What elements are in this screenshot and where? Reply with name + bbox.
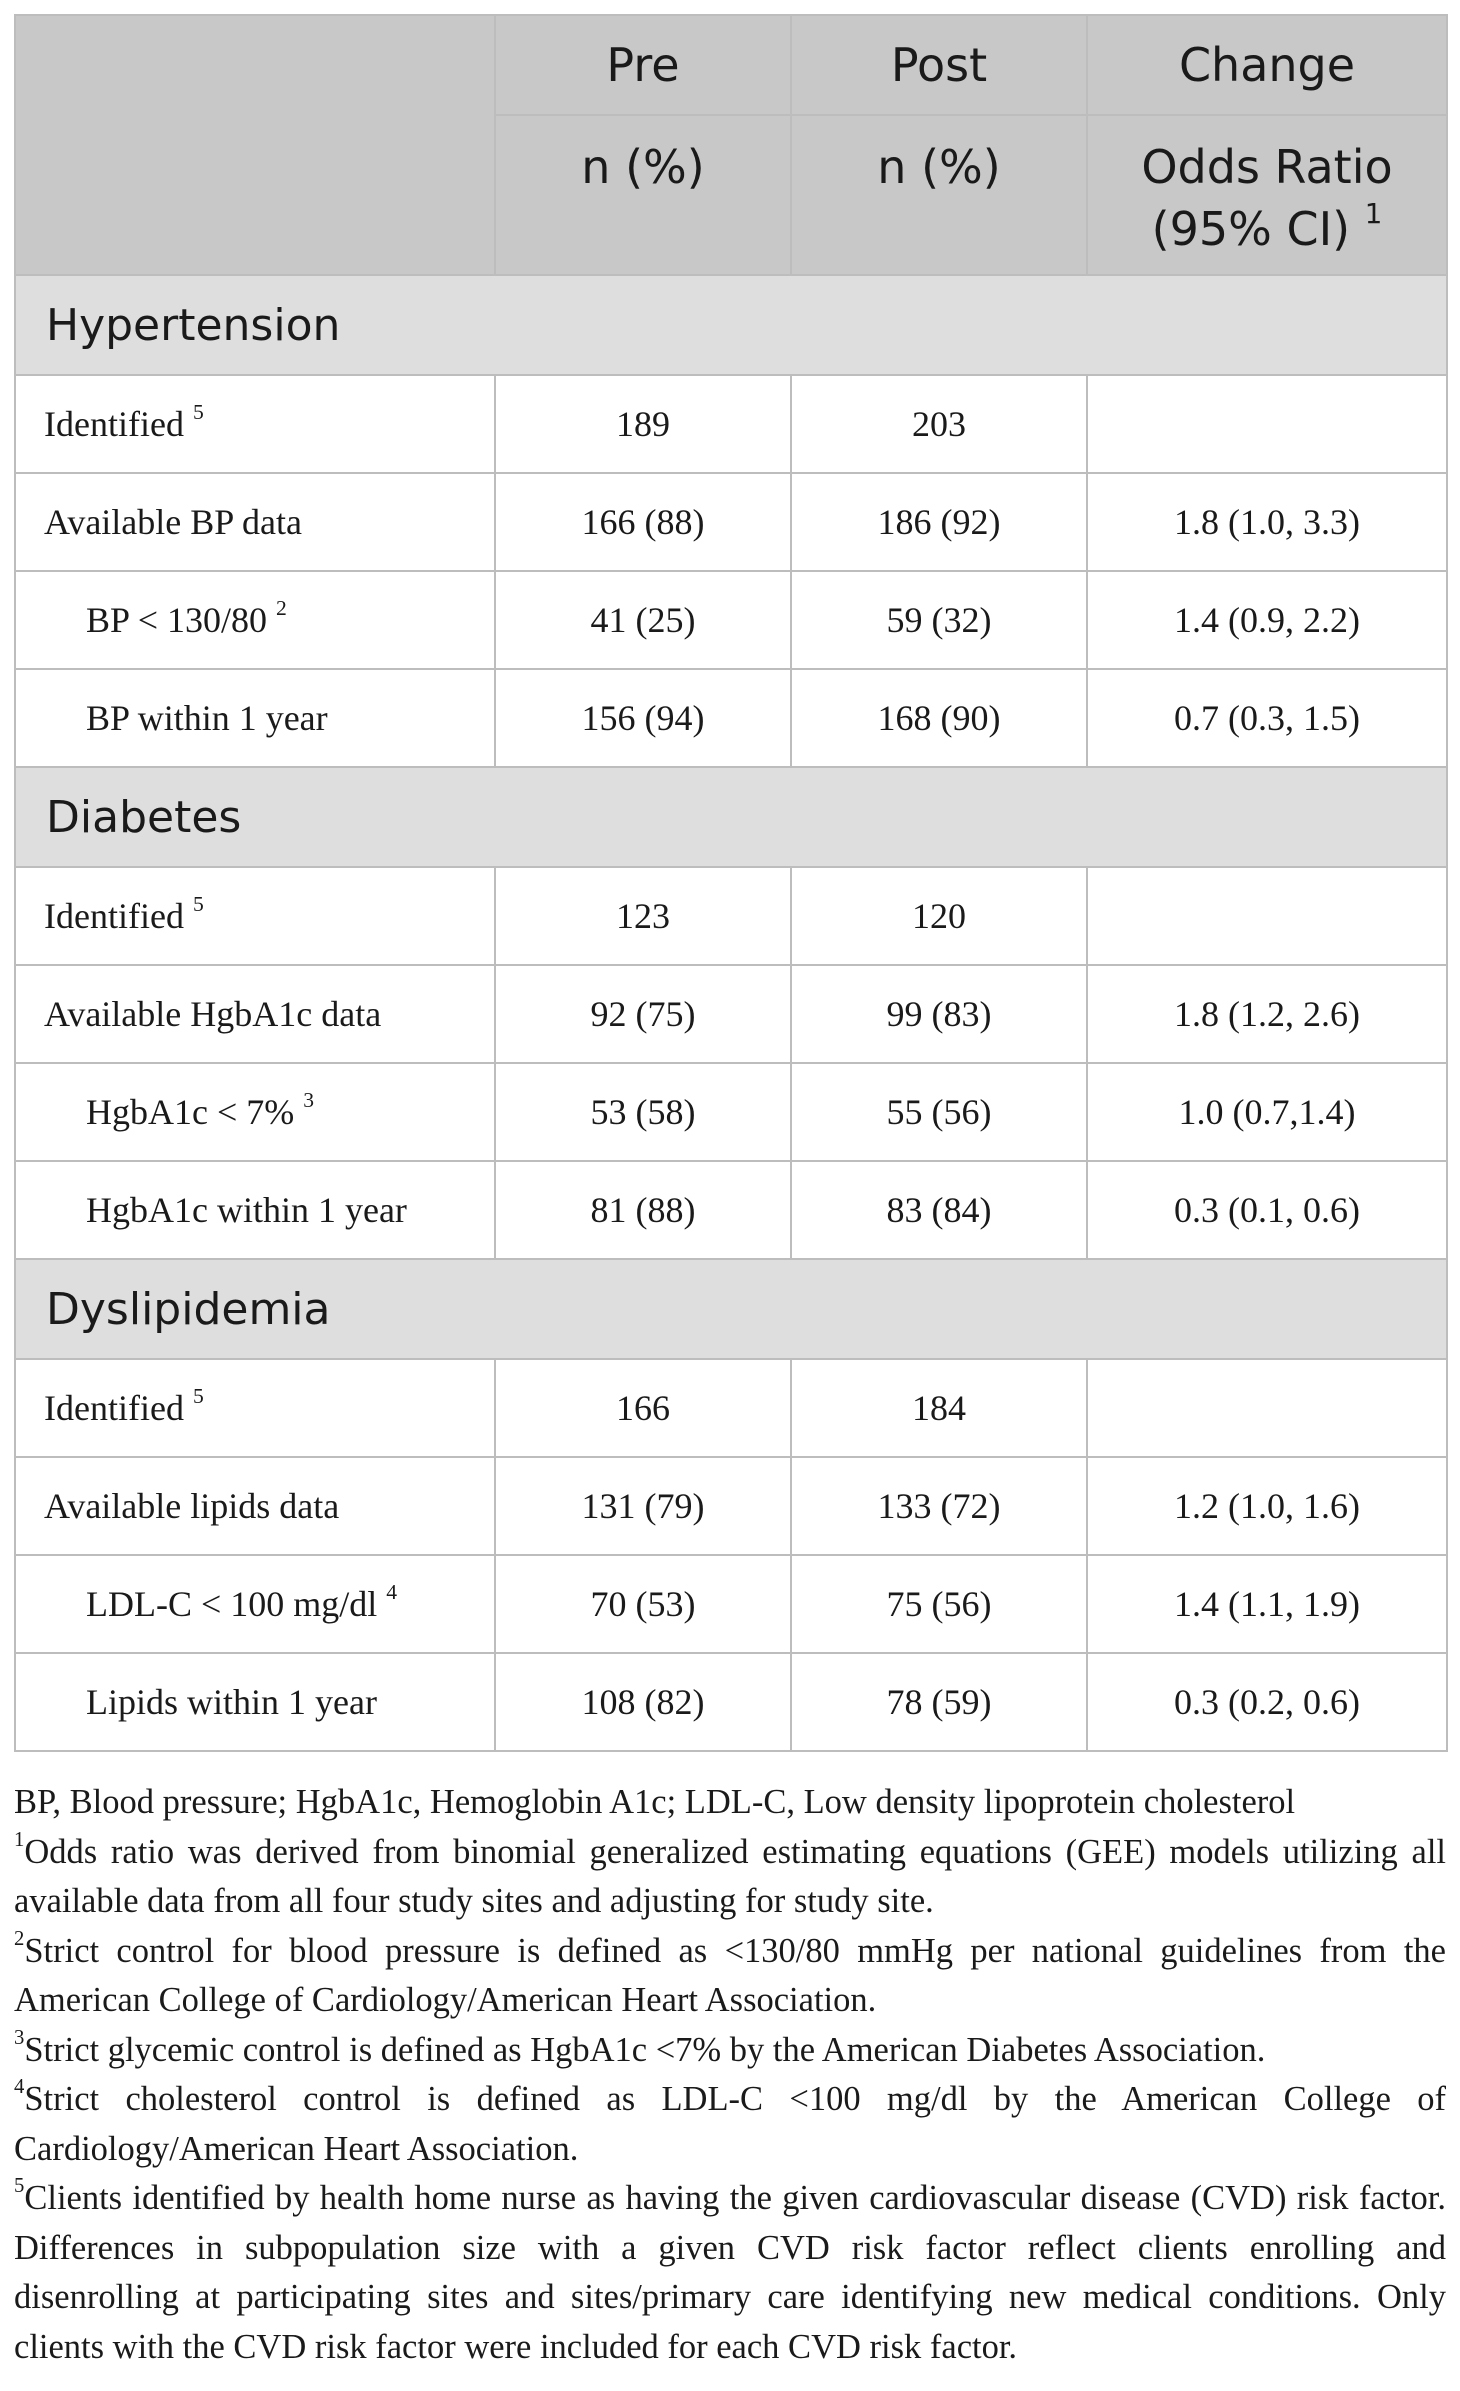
header-post: Post <box>791 15 1087 115</box>
cell-change: 1.4 (1.1, 1.9) <box>1087 1555 1447 1653</box>
footnote-mark: 5 <box>14 2175 25 2198</box>
cell-post: 120 <box>791 867 1087 965</box>
results-table <box>14 14 1448 1752</box>
table-header <box>15 15 1447 275</box>
footnote <box>14 1927 1446 2026</box>
row-label-text: Available BP data <box>44 502 302 542</box>
cell-post: 55 (56) <box>791 1063 1087 1161</box>
row-label-text: HgbA1c within 1 year <box>86 1190 407 1230</box>
row-label-footnote-mark: 2 <box>276 595 287 620</box>
cell-post: 83 (84) <box>791 1161 1087 1259</box>
footnote <box>14 1828 1446 1927</box>
cell-change: 1.4 (0.9, 2.2) <box>1087 571 1447 669</box>
header-post-unit: n (%) <box>791 115 1087 275</box>
cell-change: 1.8 (1.2, 2.6) <box>1087 965 1447 1063</box>
footnote-mark: 3 <box>14 2026 25 2049</box>
cell-post: 99 (83) <box>791 965 1087 1063</box>
header-pre-unit: n (%) <box>495 115 791 275</box>
row-label <box>15 965 495 1063</box>
cell-pre: 131 (79) <box>495 1457 791 1555</box>
row-label <box>15 1063 495 1161</box>
row-label <box>15 1555 495 1653</box>
row-label-text: Lipids within 1 year <box>86 1682 377 1722</box>
row-label-footnote-mark: 3 <box>303 1087 315 1112</box>
table-row <box>15 1161 1447 1259</box>
cell-change: 1.2 (1.0, 1.6) <box>1087 1457 1447 1555</box>
cell-change <box>1087 867 1447 965</box>
cell-pre: 166 <box>495 1359 791 1457</box>
footnote-text: Clients identified by health home nurse as having the given cardiovascular disease (CVD) risk factor. Differences in subpopulation size with a given CVD risk factor reflect clients enrolling and disenrolling at participating sites and sites/primary care identifying new medical conditions. Only clients with the CVD risk factor were included for each CVD risk factor. <box>14 2179 1446 2366</box>
cell-change: 1.8 (1.0, 3.3) <box>1087 473 1447 571</box>
row-label-text: HgbA1c < 7% <box>86 1092 295 1132</box>
row-label <box>15 1653 495 1751</box>
row-label-text: Identified <box>44 896 184 936</box>
row-label-footnote-mark: 5 <box>192 891 204 916</box>
row-label-text: LDL-C < 100 mg/dl <box>86 1584 378 1624</box>
row-label-text: Available lipids data <box>44 1486 340 1526</box>
cell-change: 1.0 (0.7,1.4) <box>1087 1063 1447 1161</box>
cell-post: 133 (72) <box>791 1457 1087 1555</box>
cell-post: 78 (59) <box>791 1653 1087 1751</box>
row-label <box>15 867 495 965</box>
row-label-text: Identified <box>44 1388 184 1428</box>
row-label <box>15 1457 495 1555</box>
header-change-unit <box>1087 115 1447 275</box>
row-label <box>15 571 495 669</box>
footnote-text: Strict glycemic control is defined as HgbA1c <7% by the American Diabetes Association. <box>24 2030 1266 2069</box>
header-change-unit-line1: Odds Ratio <box>1141 140 1393 194</box>
header-change-unit-sup: 1 <box>1364 197 1383 231</box>
cell-post: 186 (92) <box>791 473 1087 571</box>
row-label-text: BP within 1 year <box>86 698 328 738</box>
table-row <box>15 1359 1447 1457</box>
table-row <box>15 867 1447 965</box>
row-label-footnote-mark: 5 <box>192 1383 204 1408</box>
section-title: Hypertension <box>15 275 1447 375</box>
cell-change: 0.3 (0.2, 0.6) <box>1087 1653 1447 1751</box>
results-table-container <box>14 14 1446 1752</box>
footnote <box>14 2075 1446 2174</box>
cell-change <box>1087 375 1447 473</box>
table-row <box>15 1653 1447 1751</box>
cell-pre: 108 (82) <box>495 1653 791 1751</box>
footnote-list <box>14 1828 1446 2373</box>
cell-pre: 81 (88) <box>495 1161 791 1259</box>
cell-post: 203 <box>791 375 1087 473</box>
row-label-footnote-mark: 4 <box>386 1579 398 1604</box>
cell-pre: 156 (94) <box>495 669 791 767</box>
table-row <box>15 965 1447 1063</box>
cell-post: 184 <box>791 1359 1087 1457</box>
section-title: Diabetes <box>15 767 1447 867</box>
table-row <box>15 473 1447 571</box>
row-label <box>15 669 495 767</box>
footnote <box>14 2174 1446 2372</box>
cell-pre: 189 <box>495 375 791 473</box>
cell-pre: 92 (75) <box>495 965 791 1063</box>
cell-post: 59 (32) <box>791 571 1087 669</box>
row-label <box>15 473 495 571</box>
row-label-text: Identified <box>44 404 184 444</box>
section-title: Dyslipidemia <box>15 1259 1447 1359</box>
footnote-abbreviations: BP, Blood pressure; HgbA1c, Hemoglobin A1c; LDL-C, Low density lipoprotein cholesterol <box>14 1783 1296 1821</box>
table-row <box>15 571 1447 669</box>
table-row <box>15 1555 1447 1653</box>
table-row <box>15 1063 1447 1161</box>
row-label <box>15 375 495 473</box>
row-label <box>15 1359 495 1457</box>
cell-post: 75 (56) <box>791 1555 1087 1653</box>
header-pre: Pre <box>495 15 791 115</box>
table-row <box>15 1457 1447 1555</box>
footnote-text: Strict cholesterol control is defined as LDL-C <100 mg/dl by the American College of Cardiology/American Heart Association. <box>14 2080 1446 2168</box>
footnote-mark: 1 <box>14 1828 25 1851</box>
cell-pre: 41 (25) <box>495 571 791 669</box>
footnote-mark: 4 <box>14 2076 25 2099</box>
row-label <box>15 1161 495 1259</box>
footnote-text: Odds ratio was derived from binomial generalized estimating equations (GEE) models utilizing all available data from all four study sites and adjusting for study site. <box>14 1832 1446 1920</box>
cell-pre: 70 (53) <box>495 1555 791 1653</box>
footnote-mark: 2 <box>14 1927 25 1950</box>
table-footnotes <box>14 1778 1446 2372</box>
section-row <box>15 1259 1447 1359</box>
header-change-unit-line2: (95% CI) <box>1151 202 1351 256</box>
section-row <box>15 275 1447 375</box>
row-label-text: BP < 130/80 <box>86 600 268 640</box>
cell-pre: 123 <box>495 867 791 965</box>
header-change: Change <box>1087 15 1447 115</box>
cell-pre: 166 (88) <box>495 473 791 571</box>
row-label-text: Available HgbA1c data <box>44 994 382 1034</box>
table-row <box>15 375 1447 473</box>
cell-change: 0.3 (0.1, 0.6) <box>1087 1161 1447 1259</box>
header-empty-cell <box>15 15 495 275</box>
cell-change: 0.7 (0.3, 1.5) <box>1087 669 1447 767</box>
section-row <box>15 767 1447 867</box>
cell-change <box>1087 1359 1447 1457</box>
footnote <box>14 2026 1446 2076</box>
row-label-footnote-mark: 5 <box>192 399 204 424</box>
footnote-text: Strict control for blood pressure is defined as <130/80 mmHg per national guidelines from the American College of Cardiology/American Heart Association. <box>14 1931 1446 2019</box>
cell-pre: 53 (58) <box>495 1063 791 1161</box>
cell-post: 168 (90) <box>791 669 1087 767</box>
table-body <box>15 275 1447 1751</box>
table-row <box>15 669 1447 767</box>
